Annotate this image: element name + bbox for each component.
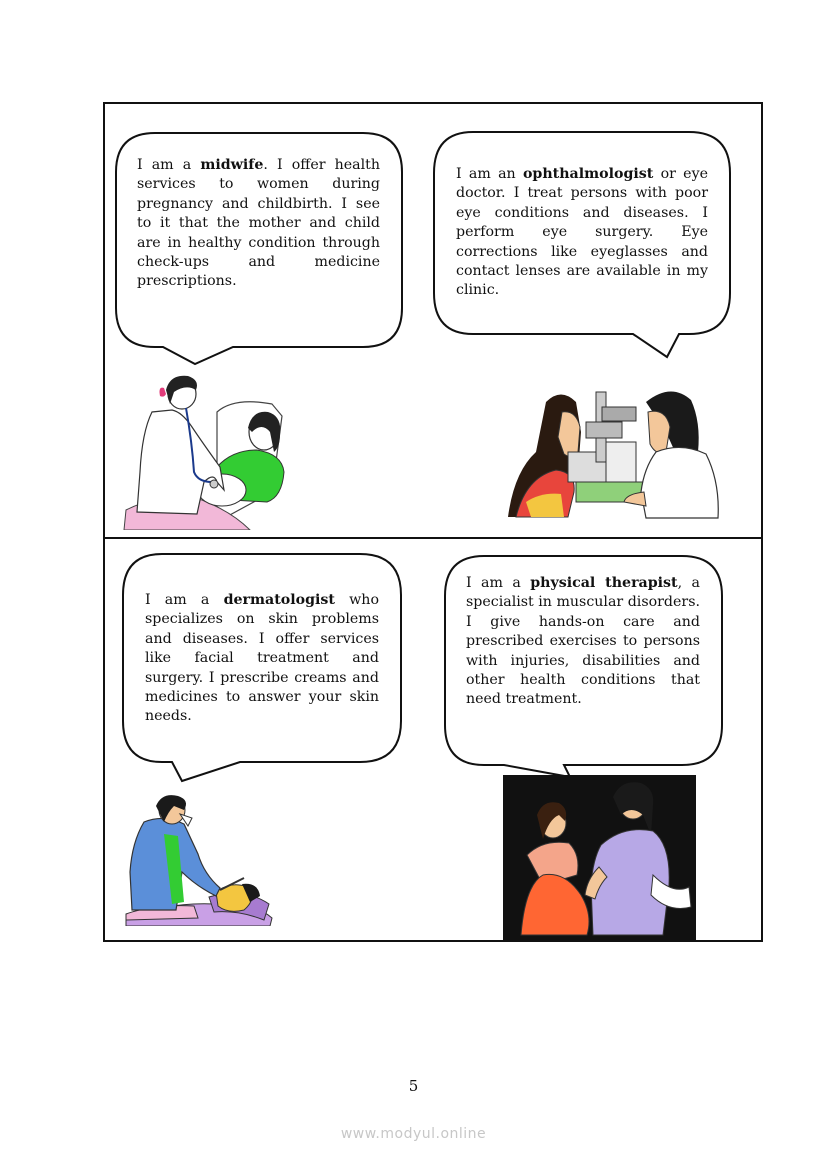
row-divider bbox=[103, 537, 763, 539]
midwife-speech-bubble bbox=[115, 132, 403, 367]
physical-therapist-speech-bubble bbox=[444, 555, 723, 777]
watermark: www.modyul.online bbox=[340, 1126, 487, 1142]
physical-therapist-illustration bbox=[503, 775, 696, 942]
midwife-illustration bbox=[122, 372, 287, 530]
dermatologist-illustration bbox=[124, 792, 274, 926]
dermatologist-role: dermatologist bbox=[223, 592, 335, 608]
page-number: 5 bbox=[408, 1077, 419, 1095]
midwife-description: I am a midwife. I offer health services to women during pregnancy and childbirth. I see to it that the mother and child are in healthy condition through check-ups and medicine prescriptions. bbox=[137, 157, 380, 290]
ophthalmologist-description: I am an ophthalmologist or eye doctor. I treat persons with poor eye conditions and diseases. I perform eye surgery. Eye corrections like eyeglasses and contact lenses are available in my clinic. bbox=[456, 166, 708, 299]
midwife-role: midwife bbox=[200, 157, 264, 173]
physical-therapist-role: physical therapist bbox=[530, 575, 678, 591]
dermatologist-description: I am a dermatologist who specializes on skin problems and diseases. I offer services like facial treatment and surgery. I prescribe creams and medicines to answer your skin needs. bbox=[145, 592, 379, 725]
physical-therapist-description: I am a physical therapist, a specialist in muscular disorders. I give hands-on care and prescribed exercises to persons with injuries, disabilities and other health conditions that need treatment. bbox=[466, 575, 700, 708]
ophthalmologist-speech-bubble bbox=[433, 131, 731, 359]
ophthalmologist-illustration bbox=[506, 382, 722, 520]
ophthalmologist-role: ophthalmologist bbox=[522, 166, 654, 182]
dermatologist-speech-bubble bbox=[122, 553, 402, 783]
